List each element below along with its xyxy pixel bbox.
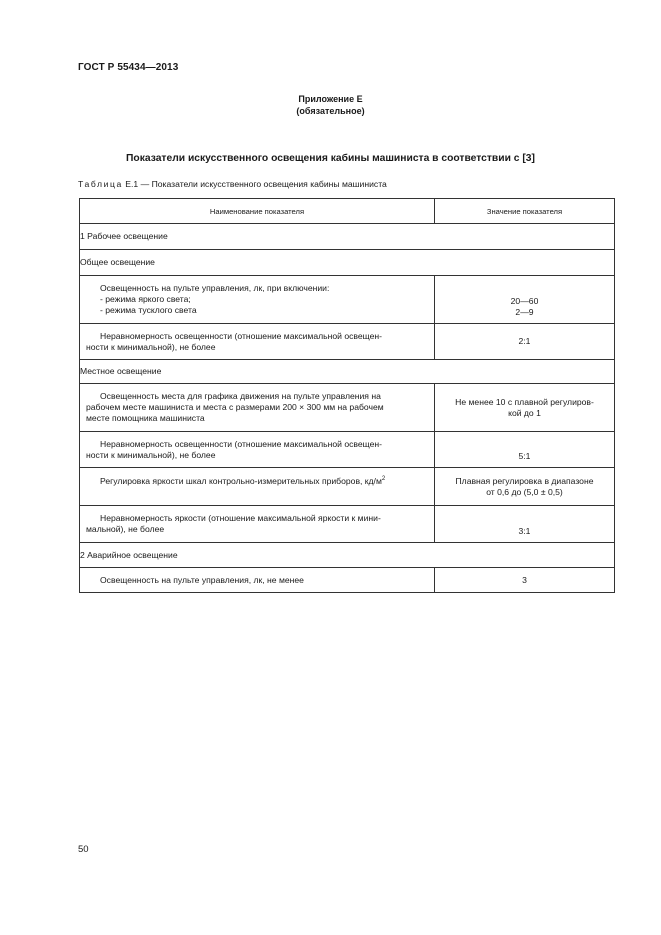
indicator-name xyxy=(80,276,435,324)
indicator-name-line: - режима тусклого света xyxy=(100,305,197,315)
indicator-value-line: 2:1 xyxy=(518,336,531,346)
table-section-row xyxy=(80,224,615,250)
indicator-name-line: Неравномерность освещенности (отношение максимальной освещен- xyxy=(100,438,383,449)
table-caption xyxy=(78,179,387,189)
appendix-status: (обязательное) xyxy=(296,106,365,116)
table-row xyxy=(80,568,615,593)
indicator-name-line: рабочем месте машиниста и места с размерами 200 × 300 мм на рабочем xyxy=(86,402,384,412)
indicator-value-line: 3:1 xyxy=(518,526,531,536)
table-row xyxy=(80,324,615,360)
indicator-name xyxy=(80,324,435,360)
indicator-value-line: 3 xyxy=(522,574,527,585)
indicator-value xyxy=(435,568,615,593)
indicator-name-line: месте помощника машиниста xyxy=(86,413,205,423)
indicator-value-line: 5:1 xyxy=(518,451,531,461)
column-header-name: Наименование показателя xyxy=(80,199,435,224)
indicator-name-line: Неравномерность освещенности (отношение максимальной освещен- xyxy=(100,330,383,341)
table-row xyxy=(80,432,615,468)
table-subsection-row xyxy=(80,250,615,276)
indicator-value xyxy=(435,324,615,360)
unit-superscript: 2 xyxy=(381,476,386,483)
indicator-name-line: Освещенность на пульте управления, лк, не менее xyxy=(100,574,304,585)
indicator-value xyxy=(435,506,615,543)
document-standard-code: ГОСТ Р 55434—2013 xyxy=(78,62,179,73)
indicator-value xyxy=(435,468,615,506)
table-row xyxy=(80,384,615,432)
table-subsection-row xyxy=(80,360,615,384)
indicator-value-line: кой до 1 xyxy=(508,407,541,418)
indicator-value-line: 20—60 xyxy=(510,296,539,306)
indicator-name xyxy=(80,384,435,432)
subsection-label: Общее освещение xyxy=(80,250,615,276)
indicator-name-line: - режима яркого света; xyxy=(100,294,191,304)
indicator-value xyxy=(435,276,615,324)
indicator-name-line: мальной), не более xyxy=(86,524,165,534)
table-row xyxy=(80,468,615,506)
indicator-name-line: Неравномерность яркости (отношение максимальной яркости к мини- xyxy=(100,513,381,523)
subsection-label: Местное освещение xyxy=(80,360,615,384)
indicator-name-text: Регулировка яркости шкал контрольно-измерительных приборов, кд/м xyxy=(100,476,382,486)
indicator-value xyxy=(435,432,615,468)
caption-text: — Показатели искусственного освещения кабины машиниста xyxy=(138,179,387,189)
indicator-name-line: Освещенность места для графика движения на пульте управления на xyxy=(100,391,381,401)
indicator-name-line: Освещенность на пульте управления, лк, при включении: xyxy=(100,283,330,293)
indicator-value xyxy=(435,384,615,432)
section-label: 1 Рабочее освещение xyxy=(80,224,615,250)
indicator-value-line: от 0,6 до (5,0 ± 0,5) xyxy=(486,486,563,497)
page-number: 50 xyxy=(78,844,89,855)
section-label: 2 Аварийное освещение xyxy=(80,543,615,568)
indicator-value-line: 2—9 xyxy=(515,307,534,317)
appendix-title: Приложение Е xyxy=(298,94,363,104)
indicator-value-line: Плавная регулировка в диапазоне xyxy=(455,475,594,486)
table-row xyxy=(80,506,615,543)
column-header-value: Значение показателя xyxy=(435,199,615,224)
indicator-name-line: ности к минимальной), не более xyxy=(86,341,216,352)
table-row xyxy=(80,276,615,324)
indicator-name xyxy=(80,468,435,506)
indicator-name-line: ности к минимальной), не более xyxy=(86,449,216,460)
illumination-table xyxy=(79,198,615,593)
section-title: Показатели искусственного освещения кабины машиниста в соответствии с [3] xyxy=(126,153,535,164)
indicator-name xyxy=(80,506,435,543)
indicator-value-line: Не менее 10 с плавной регулиров- xyxy=(455,396,594,407)
indicator-name xyxy=(80,568,435,593)
indicator-name xyxy=(80,432,435,468)
caption-prefix: Таблица xyxy=(78,179,123,189)
caption-number: Е.1 xyxy=(125,179,139,189)
table-section-row xyxy=(80,543,615,568)
table-header-row xyxy=(80,199,615,224)
appendix-heading xyxy=(0,93,661,117)
